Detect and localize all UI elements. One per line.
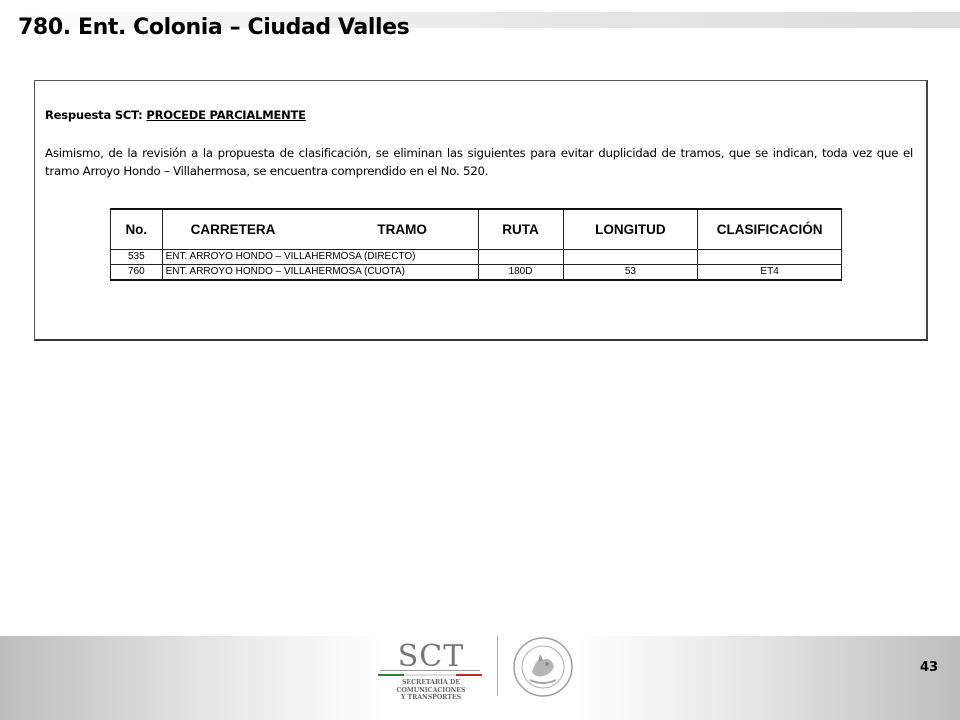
header-clasificacion: CLASIFICACIÓN [698,209,842,250]
header-carretera: CARRETERA [190,222,276,237]
table-header-row [111,209,842,250]
cell-ruta [478,250,563,265]
content-box [34,80,928,341]
response-label: Respuesta SCT: [45,108,147,122]
body-paragraph: Asimismo, de la revisión a la propuesta de clasificación, se eliminan las siguientes para evitar duplicidad de tramos, que se indican, toda vez que el tramo Arroyo Hondo – Villahermosa, se encuentra comprendido en el No. 520. [45,146,913,178]
header-ruta: RUTA [478,209,563,250]
sct-logo-text: SCT [397,639,465,674]
cell-longitud [563,250,698,265]
table-row [111,265,842,281]
cell-no: 760 [111,265,163,281]
page-number: 43 [920,660,939,675]
sct-sub-line: Y TRANSPORTES [400,694,462,701]
response-line [45,108,306,122]
sct-sub-line: COMUNICACIONES [396,686,466,694]
header-no: No. [111,209,163,250]
cell-clasificacion: ET4 [698,265,842,281]
mexico-seal-icon [512,636,574,698]
header-tramo: TRAMO [377,222,427,237]
cell-longitud: 53 [563,265,698,281]
sct-logo-subtitle [376,679,486,702]
slide-title: 780. Ent. Colonia – Ciudad Valles [18,15,410,40]
header-longitud: LONGITUD [563,209,698,250]
response-value: PROCEDE PARCIALMENTE [146,108,306,122]
tramos-table [110,208,842,281]
cell-clasificacion [698,250,842,265]
table-row [111,250,842,265]
header-carretera-tramo [162,209,478,250]
cell-tramo: ENT. ARROYO HONDO – VILLAHERMOSA (CUOTA) [162,265,478,281]
cell-tramo: ENT. ARROYO HONDO – VILLAHERMOSA (DIRECTO) [162,250,478,265]
footer-divider [497,636,498,696]
cell-ruta: 180D [478,265,563,281]
sct-sub-line: SECRETARÍA DE [401,679,461,686]
cell-no: 535 [111,250,163,265]
